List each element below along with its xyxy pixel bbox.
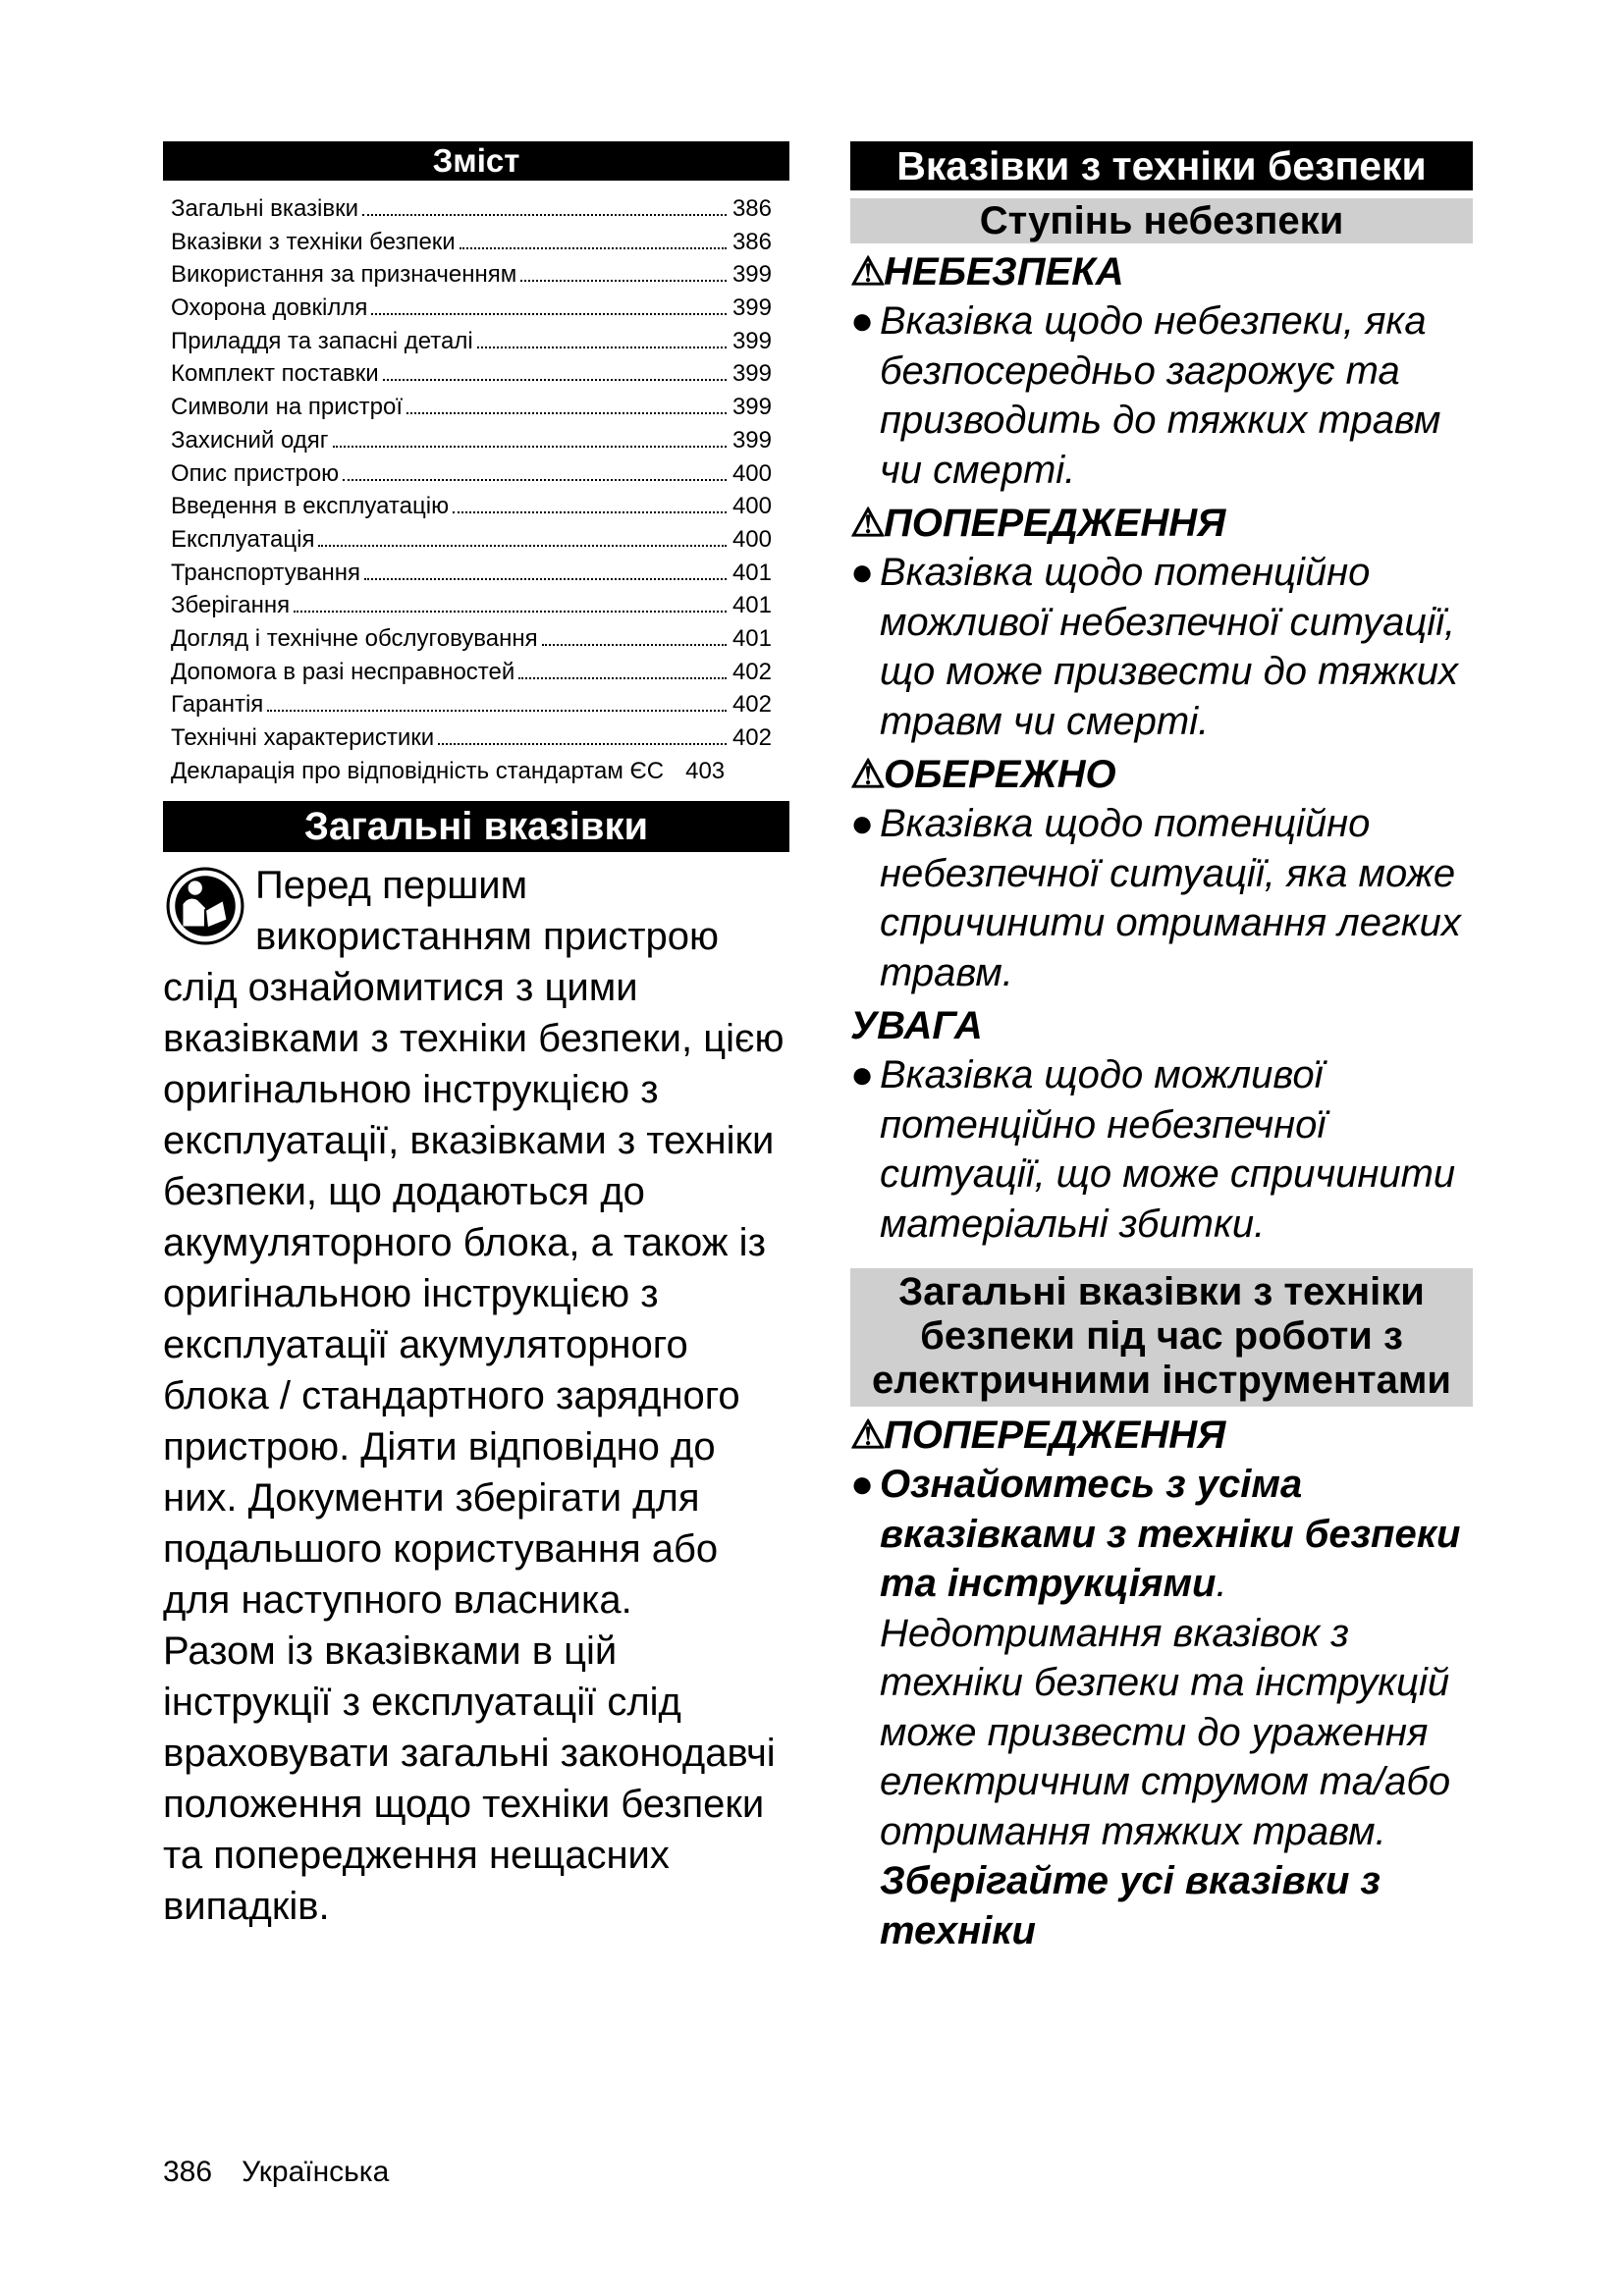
warning-label: ⚠ПОПЕРЕДЖЕННЯ	[850, 499, 1473, 548]
toc-entry-page: 399	[731, 327, 772, 354]
attention-label: УВАГА	[850, 1004, 983, 1047]
toc-entry[interactable]	[163, 292, 789, 325]
toc-entry-title: Транспортування	[171, 559, 361, 586]
toc-entry-title: Допомога в разі несправностей	[171, 658, 515, 685]
toc-entry-title: Догляд і технічне обслуговування	[171, 624, 538, 652]
power-tools-emphasis: Ознайомтесь з усіма вказівками з техніки безпеки та інструкціями	[880, 1463, 1461, 1605]
toc-entry[interactable]	[163, 656, 789, 689]
warning-triangle-icon: ⚠	[850, 753, 886, 796]
hazard-levels-heading: Ступінь небезпеки	[850, 198, 1473, 243]
danger-note: ● Вказівка щодо небезпеки, яка безпосередньо загрожує та призводить до тяжких травм чи смерті.	[850, 299, 1441, 492]
toc-entry-page: 401	[731, 592, 772, 619]
right-column	[850, 141, 1473, 1955]
toc-entry-title: Гарантія	[171, 691, 264, 719]
general-notes-body	[163, 860, 789, 1932]
toc-entry[interactable]	[163, 622, 789, 656]
footer-language: Українська	[242, 2156, 390, 2188]
toc-entry-page: 403	[685, 757, 726, 784]
table-of-contents	[163, 192, 789, 787]
toc-entry-page: 386	[731, 228, 772, 255]
general-notes-paragraph: Разом із вказівками в цій інструкції з експлуатації слід враховувати загальні законодавчі положення щодо техніки безпеки та попередження нещасних випадків.	[163, 1629, 776, 1929]
page-number: 386	[163, 2156, 213, 2188]
warning-triangle-icon: ⚠	[850, 502, 886, 545]
warning-note: ● Вказівка щодо потенційно можливої небезпечної ситуації, що може призвести до тяжких травм чи смерті.	[850, 551, 1459, 743]
power-tools-heading: Загальні вказівки з техніки безпеки під час роботи з електричними інструментами	[850, 1268, 1473, 1407]
general-notes-paragraph: Перед першим використанням пристрою слід ознайомитися з цими вказівками з техніки безпеки, цією оригінальною інструкцією з експлуатації, вказівками з техніки безпеки, що додаються до акумуляторного блока, а також із оригінальною інструкцією з експлуатації акумуляторного блока / стандартного зарядного пристрою. Діяти відповідно до них. Документи зберігати для подальшого користування або для наступного власника.	[163, 864, 785, 1623]
caution-label: ⚠ОБЕРЕЖНО	[850, 750, 1473, 799]
caution-note: ● Вказівка щодо потенційно небезпечної ситуації, яка може спричинити отримання легких травм.	[850, 802, 1461, 994]
toc-entry[interactable]	[163, 192, 789, 226]
toc-entry-page: 399	[731, 394, 772, 421]
power-tools-warning-label: ⚠ПОПЕРЕДЖЕННЯ	[850, 1411, 1473, 1460]
toc-entry[interactable]	[163, 226, 789, 259]
left-column	[163, 141, 789, 1932]
toc-entry-page: 399	[731, 360, 772, 388]
toc-entry-page: 402	[731, 724, 772, 751]
safety-heading: Вказівки з техніки безпеки	[850, 141, 1473, 190]
toc-entry-title: Охорона довкілля	[171, 294, 368, 322]
attention-note: ● Вказівка щодо можливої потенційно небезпечної ситуації, що може спричинити матеріальні збитки.	[850, 1053, 1456, 1246]
warning-triangle-icon: ⚠	[850, 1414, 886, 1457]
toc-entry-title: Вказівки з техніки безпеки	[171, 228, 456, 255]
toc-entry-page: 402	[731, 658, 772, 685]
danger-label: ⚠НЕБЕЗПЕКА	[850, 247, 1473, 296]
power-tools-emphasis: Зберігайте усі вказівки з техніки	[880, 1859, 1380, 1952]
toc-entry[interactable]	[163, 357, 789, 391]
page-footer	[163, 2156, 389, 2189]
warning-triangle-icon: ⚠	[850, 250, 886, 294]
toc-entry[interactable]	[163, 523, 789, 557]
toc-entry-page: 399	[731, 261, 772, 289]
toc-entry[interactable]	[163, 391, 789, 424]
toc-entry-page: 400	[731, 525, 772, 553]
toc-entry-page: 399	[731, 294, 772, 322]
toc-entry-page: 399	[731, 426, 772, 454]
toc-entry-title: Опис пристрою	[171, 459, 340, 487]
toc-entry[interactable]	[163, 557, 789, 590]
toc-entry[interactable]	[163, 457, 789, 491]
toc-entry[interactable]	[163, 721, 789, 755]
toc-entry[interactable]	[163, 325, 789, 358]
toc-entry[interactable]	[163, 688, 789, 721]
read-manual-icon	[165, 866, 245, 946]
toc-entry-page: 386	[731, 195, 772, 222]
toc-entry-title: Технічні характеристики	[171, 724, 435, 751]
toc-entry[interactable]	[163, 490, 789, 523]
toc-entry-title: Приладдя та запасні деталі	[171, 327, 473, 354]
toc-entry-title: Зберігання	[171, 592, 291, 619]
toc-entry-title: Захисний одяг	[171, 426, 329, 454]
toc-entry-title: Комплект поставки	[171, 360, 379, 388]
toc-entry-page: 401	[731, 559, 772, 586]
toc-entry-title: Експлуатація	[171, 525, 315, 553]
toc-entry-title: Введення в експлуатацію	[171, 493, 450, 520]
power-tools-note: ● Ознайомтесь з усіма вказівками з техніки безпеки та інструкціями. Недотримання вказівок з техніки безпеки та інструкцій може призвести до ураження електричним струмом та/або отримання тяжких травм. Зберігайте усі вказівки з техніки	[850, 1463, 1461, 1952]
toc-entry-title: Загальні вказівки	[171, 195, 359, 222]
toc-entry-title: Використання за призначенням	[171, 261, 517, 289]
toc-entry-page: 402	[731, 691, 772, 719]
toc-entry[interactable]	[163, 258, 789, 292]
toc-entry-page: 401	[731, 624, 772, 652]
toc-entry-title: Декларація про відповідність стандартам ЄС	[171, 757, 665, 784]
toc-entry-title: Символи на пристрої	[171, 394, 403, 421]
toc-entry-page: 400	[731, 493, 772, 520]
toc-entry-page: 400	[731, 459, 772, 487]
general-notes-heading: Загальні вказівки	[163, 801, 789, 852]
toc-entry[interactable]	[163, 589, 789, 622]
toc-entry[interactable]	[163, 424, 789, 457]
toc-entry[interactable]	[163, 755, 789, 788]
toc-title: Зміст	[163, 141, 789, 181]
